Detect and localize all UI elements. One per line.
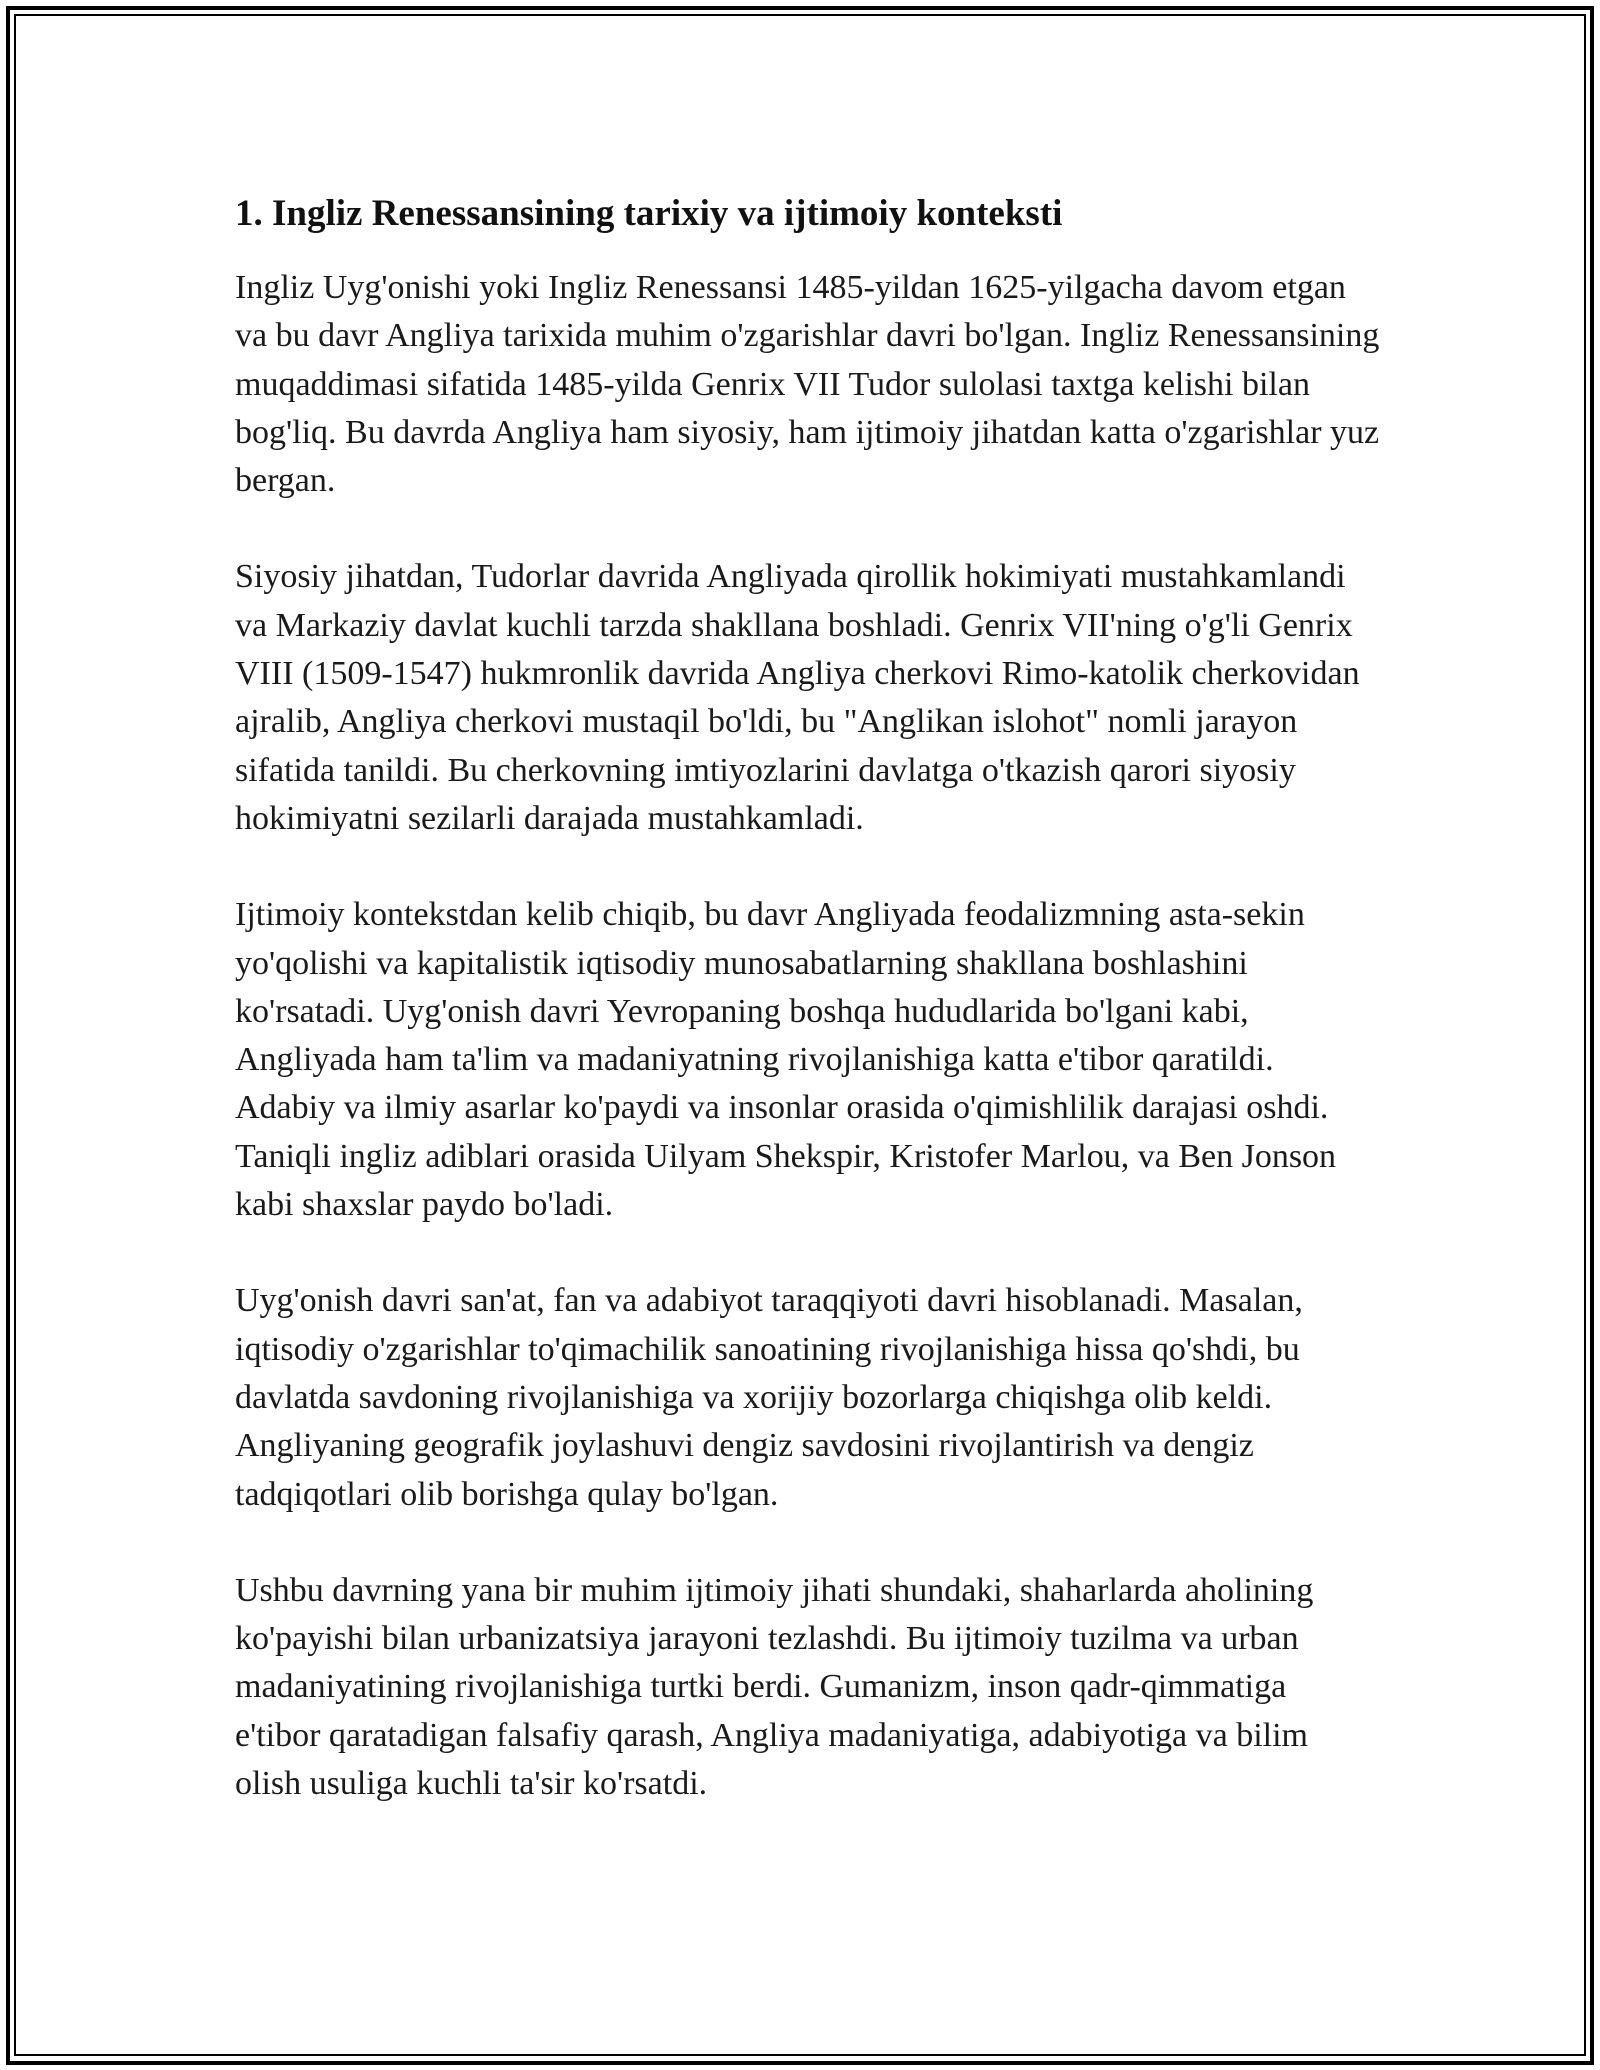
paragraph-3: Ijtimoiy kontekstdan kelib chiqib, bu davr Angliyada feodalizmning asta-sekin yo'qolishi va kapitalistik iqtisodiy munosabatlarning shakllana boshlashini ko'rsatadi. Uyg'onish davri Yevropaning boshqa hududlarida bo'lgani kabi, Angliyada ham ta'lim va madaniyatning rivojlanishiga katta e'tibor qaratildi. Adabiy va ilmiy asarlar ko'paydi va insonlar orasida o'qimishlilik darajasi oshdi. Taniqli ingliz adiblari orasida Uilyam Shekspir, Kristofer Marlou, va Ben Jonson kabi shaxslar paydo bo'ladi. [235, 896, 1337, 1224]
paragraph-5: Ushbu davrning yana bir muhim ijtimoiy jihati shundaki, shaharlarda aholining ko'payishi bilan urbanizatsiya jarayoni tezlashdi. Bu ijtimoiy tuzilma va urban madaniyatining rivojlanishiga turtki berdi. Gumanizm, inson qadr-qimmatiga e'tibor qaratadigan falsafiy qarash, Angliya madaniyatiga, adabiyotiga va bilim olish usuliga kuchli ta'sir ko'rsatdi. [235, 1571, 1314, 1803]
paragraph-1: Ingliz Uyg'onishi yoki Ingliz Renessansi 1485-yildan 1625-yilgacha davom etgan va bu davr Angliya tarixida muhim o'zgarishlar davri bo'lgan. Ingliz Renessansining muqaddimasi sifatida 1485-yilda Genrix VII Tudor sulolasi taxtga kelishi bilan bog'liq. Bu davrda Angliya ham siyosiy, ham ijtimoiy jihatdan katta o'zgarishlar yuz bergan. [235, 269, 1380, 500]
section-heading: 1. Ingliz Renessansining tarixiy va ijtimoiy konteksti [235, 193, 1063, 234]
document-body [235, 186, 1380, 1856]
paragraph-4: Uyg'onish davri san'at, fan va adabiyot taraqqiyoti davri hisoblanadi. Masalan, iqtisodiy o'zgarishlar to'qimachilik sanoatining rivojlanishiga hissa qo'shdi, bu davlatda savdoning rivojlanishiga va xorijiy bozorlarga chiqishga olib keldi. Angliyaning geografik joylashuvi dengiz savdosini rivojlantirish va dengiz tadqiqotlari olib borishga qulay bo'lgan. [235, 1282, 1303, 1513]
paragraph-2: Siyosiy jihatdan, Tudorlar davrida Angliyada qirollik hokimiyati mustahkamlandi va Markaziy davlat kuchli tarzda shakllana boshladi. Genrix VII'ning o'g'li Genrix VIII (1509-1547) hukmronlik davrida Angliya cherkovi Rimo-katolik cherkovidan ajralib, Angliya cherkovi mustaqil bo'ldi, bu "Anglikan islohot" nomli jarayon sifatida tanildi. Bu cherkovning imtiyozlarini davlatga o'tkazish qarori siyosiy hokimiyatni sezilarli darajada mustahkamladi. [235, 558, 1360, 837]
